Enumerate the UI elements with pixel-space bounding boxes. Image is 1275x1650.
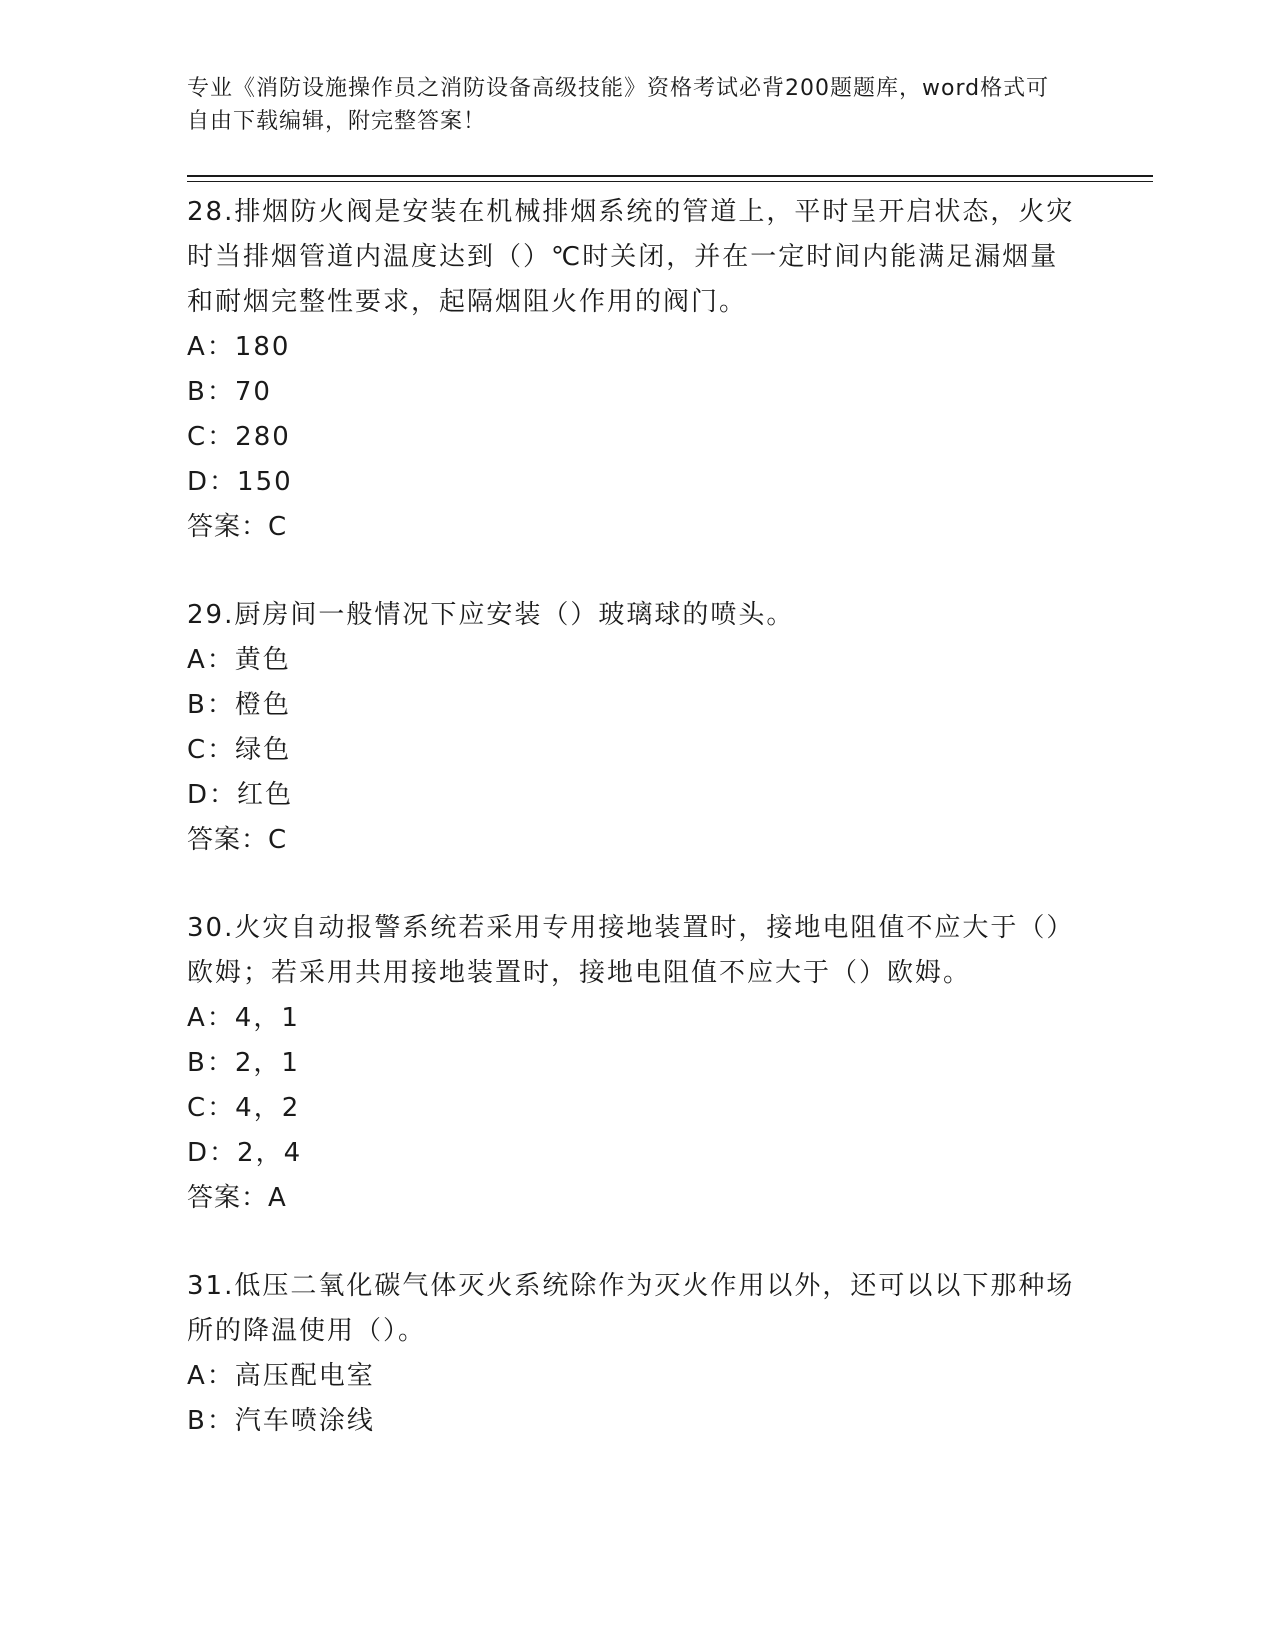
header-divider-thick — [187, 175, 1153, 177]
option-c: C：绿色 — [187, 735, 292, 765]
option-b: B：2，1 — [187, 1048, 300, 1078]
answer-line: 答案：C — [187, 825, 288, 855]
option-a: A：黄色 — [187, 645, 291, 675]
option-b: B：汽车喷涂线 — [187, 1406, 375, 1436]
question-stem: 29.厨房间一般情况下应安装（）玻璃球的喷头。 — [187, 600, 795, 630]
question-list — [187, 190, 1077, 1487]
question-31 — [187, 1264, 1077, 1444]
option-b: B：70 — [187, 377, 272, 407]
option-b: B：橙色 — [187, 690, 291, 720]
question-stem: 28.排烟防火阀是安装在机械排烟系统的管道上，平时呈开启状态，火灾时当排烟管道内温度达到（）℃时关闭，并在一定时间内能满足漏烟量和耐烟完整性要求，起隔烟阻火作用的阀门。 — [187, 197, 1075, 317]
question-stem: 31.低压二氧化碳气体灭火系统除作为灭火作用以外，还可以以下那种场所的降温使用（）。 — [187, 1271, 1075, 1346]
question-stem: 30.火灾自动报警系统若采用专用接地装置时，接地电阻值不应大于（）欧姆；若采用共用接地装置时，接地电阻值不应大于（）欧姆。 — [187, 913, 1075, 988]
document-header: 专业《消防设施操作员之消防设备高级技能》资格考试必背200题题库，word格式可自由下载编辑，附完整答案！ — [187, 76, 1050, 134]
option-a: A：4，1 — [187, 1003, 300, 1033]
option-d: D：2，4 — [187, 1138, 303, 1168]
question-30 — [187, 906, 1077, 1221]
option-c: C：4，2 — [187, 1093, 301, 1123]
option-c: C：280 — [187, 422, 291, 452]
header-divider-thin — [187, 181, 1153, 182]
option-a: A：180 — [187, 332, 291, 362]
option-a: A：高压配电室 — [187, 1361, 375, 1391]
answer-line: 答案：C — [187, 512, 288, 542]
question-29 — [187, 593, 1077, 863]
option-d: D：红色 — [187, 780, 294, 810]
answer-line: 答案：A — [187, 1183, 287, 1213]
question-28 — [187, 190, 1077, 550]
option-d: D：150 — [187, 467, 293, 497]
